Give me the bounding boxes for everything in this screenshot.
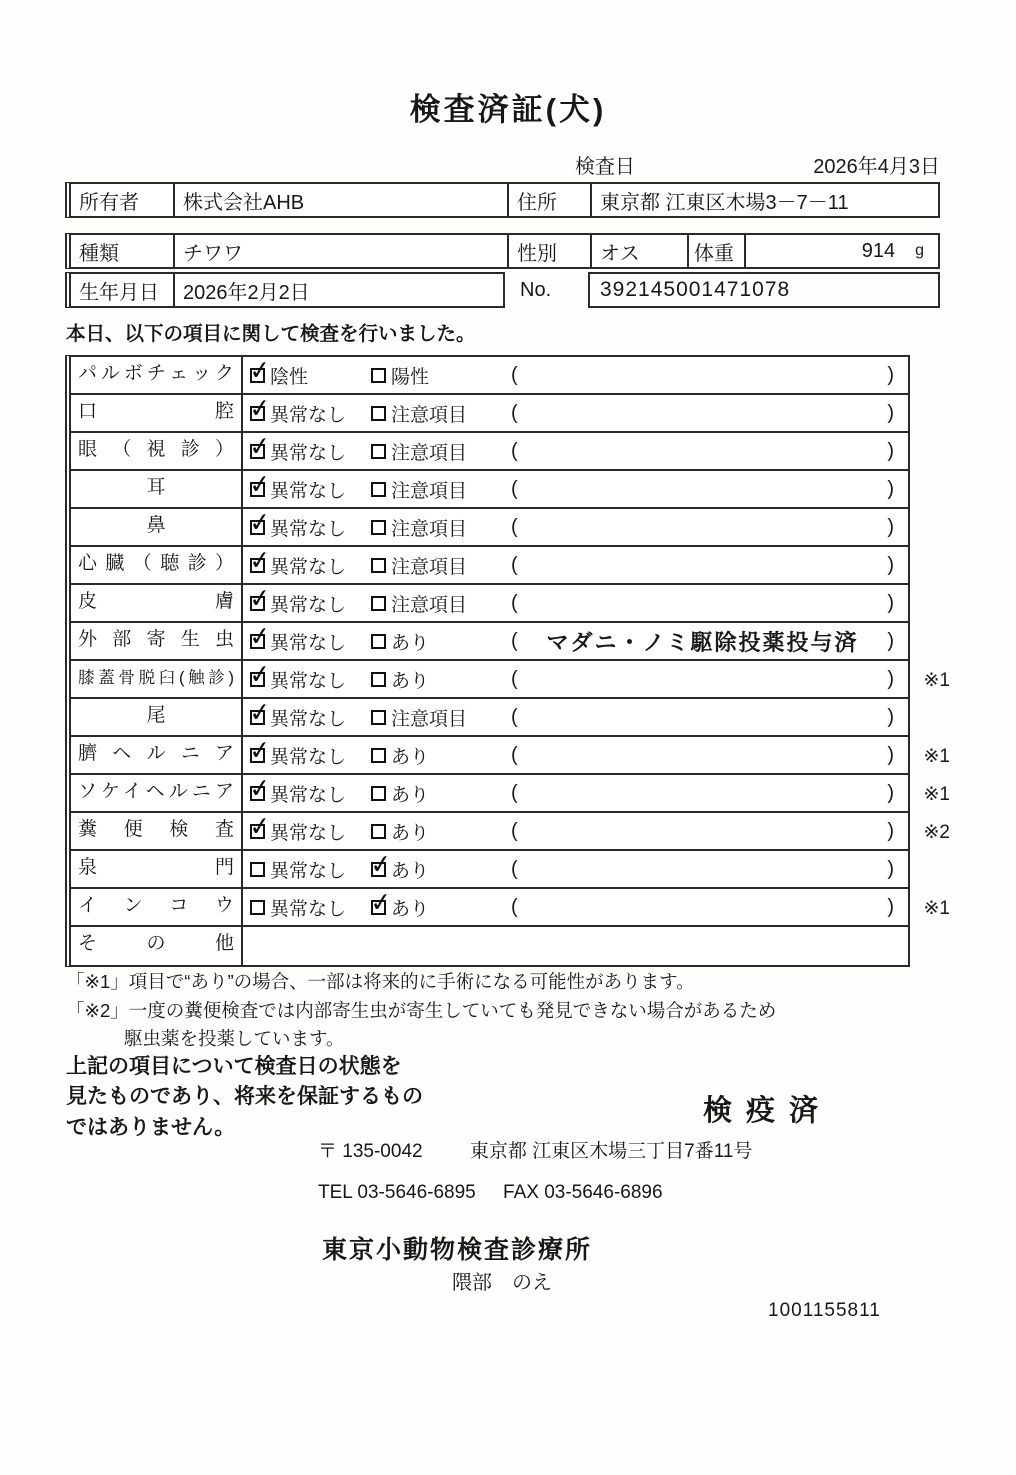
open-paren: ( [511, 857, 518, 880]
option-label: 異常なし [270, 480, 347, 502]
checkbox-checked-icon[interactable] [250, 596, 265, 611]
checkbox-checked-icon[interactable] [250, 710, 265, 725]
remark-text [518, 603, 888, 604]
remark-text [518, 375, 888, 376]
row-label: 眼（視診） [71, 433, 243, 469]
open-paren: ( [511, 515, 518, 538]
checkbox-unchecked-icon[interactable] [371, 406, 386, 421]
option [371, 514, 511, 541]
close-paren: ) [887, 629, 894, 652]
inspection-row [71, 813, 950, 851]
row-label: 尾 [71, 699, 243, 735]
row-options [243, 851, 908, 887]
clinic-address: 東京都 江東区木場三丁目7番11号 [469, 1141, 753, 1162]
no-label: No. [520, 278, 552, 301]
row-label: 泉門 [71, 851, 243, 887]
row-options [243, 357, 908, 393]
checkbox-unchecked-icon[interactable] [371, 672, 386, 687]
clinic-person: 隈部 のえ [452, 1272, 552, 1294]
option-label: 異常なし [270, 670, 347, 692]
option [243, 400, 371, 427]
row-label: インコウ [71, 889, 243, 925]
checkbox-checked-icon[interactable] [250, 406, 265, 421]
option [371, 780, 511, 807]
checkbox-checked-icon[interactable] [250, 786, 265, 801]
row-options [243, 471, 908, 507]
checkbox-unchecked-icon[interactable] [371, 558, 386, 573]
checkbox-checked-icon[interactable] [250, 482, 265, 497]
inspection-row [71, 623, 908, 661]
birth-label: 生年月日 [71, 274, 175, 306]
option-label: 異常なし [270, 784, 347, 806]
row-options [243, 433, 908, 469]
row-label: 皮膚 [71, 585, 243, 621]
footnote-2-line2: 駆虫薬を投薬しています。 [124, 1028, 345, 1050]
clinic-name: 東京小動物検査診療所 [322, 1236, 593, 1264]
checkbox-checked-icon[interactable] [250, 520, 265, 535]
inspection-row [71, 547, 908, 585]
option [243, 742, 371, 769]
quarantine-stamp: 検疫済 [703, 1095, 833, 1127]
inspection-row [71, 395, 908, 433]
footnote-ref: ※1 [923, 898, 950, 919]
no-value: 392145001471078 [588, 272, 940, 308]
row-options [243, 813, 908, 849]
open-paren: ( [511, 439, 518, 462]
option-label: 陰性 [270, 366, 309, 388]
option [371, 400, 511, 427]
row-remark [511, 782, 908, 805]
clinic-postal-code: 〒 135-0042 [318, 1141, 423, 1162]
checkbox-checked-icon[interactable] [250, 672, 265, 687]
weight-unit: g [915, 242, 924, 259]
open-paren: ( [511, 705, 518, 728]
option-label: 注意項目 [391, 518, 468, 540]
close-paren: ) [887, 363, 894, 386]
option-label: 異常なし [270, 898, 347, 920]
option [371, 704, 511, 731]
intro-text: 本日、以下の項目に関して検査を行いました。 [66, 323, 476, 345]
open-paren: ( [511, 895, 518, 918]
option-label: 異常なし [270, 594, 347, 616]
row-remark [511, 858, 908, 881]
option [371, 818, 511, 845]
remark-text [518, 565, 888, 566]
row-remark [511, 668, 908, 691]
serial-number: 1001155811 [768, 1300, 881, 1321]
row-label: 鼻 [71, 509, 243, 545]
inspection-row [71, 471, 908, 509]
page-title: 検査済証(犬) [409, 92, 607, 127]
option-label: 異常なし [270, 442, 347, 464]
footnotes [66, 968, 776, 1054]
remark-text [518, 793, 888, 794]
checkbox-unchecked-icon[interactable] [371, 824, 386, 839]
remark-text [518, 489, 888, 490]
option [371, 628, 511, 655]
inspection-row [71, 851, 908, 889]
inspection-row [71, 661, 950, 699]
option [371, 590, 511, 617]
row-remark [511, 592, 908, 615]
inspection-row [71, 585, 908, 623]
option-label: 異常なし [270, 404, 347, 426]
close-paren: ) [887, 667, 894, 690]
footnote-1: 「※1」項目で“あり”の場合、一部は将来的に手術になる可能性があります。 [66, 971, 695, 992]
option [371, 894, 511, 921]
footnote-2-line1: 「※2」一度の糞便検査では内部寄生虫が寄生していても発見できない場合があるため [66, 999, 777, 1021]
row-options [243, 737, 908, 773]
birth-value: 2026年2月2日 [183, 281, 310, 304]
checkbox-checked-icon[interactable] [250, 368, 265, 383]
option [243, 438, 371, 465]
remark-text [518, 831, 888, 832]
clinic-fax: FAX 03-5646-6896 [503, 1182, 663, 1203]
row-label: 膝蓋骨脱臼(触診) [71, 661, 243, 697]
clinic-tel: TEL 03-5646-6895 [318, 1182, 476, 1203]
checkbox-unchecked-icon[interactable] [371, 368, 386, 383]
row-remark [511, 896, 908, 919]
owner-value: 株式会社AHB [175, 184, 509, 216]
footnote-ref: ※2 [923, 822, 950, 843]
option [243, 666, 371, 693]
open-paren: ( [511, 363, 518, 386]
option-label: 異常なし [270, 822, 347, 844]
checkbox-unchecked-icon[interactable] [371, 444, 386, 459]
option [243, 590, 371, 617]
remark-text [518, 679, 888, 680]
inspection-row [71, 927, 908, 965]
checkbox-unchecked-icon[interactable] [371, 520, 386, 535]
checkbox-unchecked-icon[interactable] [371, 596, 386, 611]
open-paren: ( [511, 591, 518, 614]
disclaimer-line1: 上記の項目について検査日の状態を [66, 1055, 402, 1078]
row-remark [511, 516, 908, 539]
open-paren: ( [511, 781, 518, 804]
open-paren: ( [511, 629, 518, 652]
option [371, 856, 511, 883]
weight-number: 914 [861, 239, 896, 262]
checkbox-checked-icon[interactable] [250, 748, 265, 763]
row-remark [511, 402, 908, 425]
close-paren: ) [887, 439, 894, 462]
row-label: 外部寄生虫 [71, 623, 243, 659]
option-label: 異常なし [270, 518, 347, 540]
remark-text [518, 717, 888, 718]
row-label: ソケイヘルニア [71, 775, 243, 811]
option-label: あり [391, 860, 430, 882]
close-paren: ) [887, 781, 894, 804]
clinic-address-line [318, 1136, 752, 1163]
option [371, 362, 511, 389]
inspection-date-label: 検査日 [575, 156, 635, 178]
option [371, 438, 511, 465]
option-label: あり [391, 746, 430, 768]
option-label: 異常なし [270, 556, 347, 578]
remark-text: マダニ・ノミ駆除投薬投与済 [546, 629, 859, 655]
option [243, 476, 371, 503]
open-paren: ( [511, 553, 518, 576]
close-paren: ) [887, 401, 894, 424]
option [243, 362, 371, 389]
option-label: 注意項目 [391, 708, 468, 730]
sex-label: 性別 [509, 235, 592, 267]
inspection-date-row [575, 150, 940, 179]
disclaimer-line2: 見たものであり、将来を保証するもの [66, 1085, 423, 1109]
row-options [243, 623, 908, 659]
inspection-row [71, 775, 950, 813]
option [243, 856, 371, 883]
option-label: 注意項目 [391, 480, 468, 502]
inspection-date-value: 2026年4月3日 [813, 156, 940, 178]
row-remark [511, 744, 908, 767]
remark-text [518, 907, 888, 908]
close-paren: ) [887, 477, 894, 500]
option-label: あり [391, 898, 430, 920]
row-options [243, 775, 908, 811]
remark-text [518, 869, 888, 870]
option [371, 742, 511, 769]
checkbox-checked-icon[interactable] [250, 558, 265, 573]
row-remark [511, 440, 908, 463]
open-paren: ( [511, 401, 518, 424]
option [243, 818, 371, 845]
row-options [243, 395, 908, 431]
close-paren: ) [887, 857, 894, 880]
option [243, 704, 371, 731]
remark-text [518, 413, 888, 414]
close-paren: ) [887, 743, 894, 766]
close-paren: ) [887, 591, 894, 614]
weight-label: 体重 [689, 235, 746, 267]
breed-value: チワワ [175, 235, 509, 267]
option [243, 514, 371, 541]
checkbox-checked-icon[interactable] [250, 824, 265, 839]
row-remark [511, 706, 908, 729]
inspection-row [71, 699, 908, 737]
open-paren: ( [511, 477, 518, 500]
inspection-row [71, 509, 908, 547]
inspection-row [71, 889, 950, 927]
option [243, 628, 371, 655]
checkbox-unchecked-icon[interactable] [250, 862, 265, 877]
owner-label: 所有者 [71, 184, 175, 216]
birth-row [65, 272, 505, 308]
row-label: その他 [71, 927, 243, 965]
row-remark [511, 364, 908, 387]
checkbox-unchecked-icon[interactable] [371, 482, 386, 497]
option-label: 陽性 [391, 366, 430, 388]
row-remark [511, 554, 908, 577]
option-label: 注意項目 [391, 594, 468, 616]
close-paren: ) [887, 895, 894, 918]
close-paren: ) [887, 705, 894, 728]
option-label: 注意項目 [391, 442, 468, 464]
owner-row [65, 182, 940, 218]
sex-value: オス [592, 235, 689, 267]
option [371, 552, 511, 579]
option-label: あり [391, 822, 430, 844]
row-label: パルボチェック [71, 357, 243, 393]
animal-row [65, 233, 940, 269]
remark-text [518, 451, 888, 452]
option-label: あり [391, 632, 430, 654]
option-label: あり [391, 784, 430, 806]
option [243, 780, 371, 807]
inspection-row [71, 433, 908, 471]
option-label: 異常なし [270, 860, 347, 882]
row-label: 口腔 [71, 395, 243, 431]
row-options [243, 547, 908, 583]
row-options [243, 585, 908, 621]
checkbox-checked-icon[interactable] [371, 862, 386, 877]
remark-text [518, 527, 888, 528]
checkbox-unchecked-icon[interactable] [371, 710, 386, 725]
weight-value [746, 235, 938, 267]
address-label: 住所 [509, 184, 592, 216]
close-paren: ) [887, 553, 894, 576]
breed-label: 種類 [71, 235, 175, 267]
inspection-row [71, 357, 908, 395]
option [371, 476, 511, 503]
option-label: 注意項目 [391, 404, 468, 426]
row-label: 臍ヘルニア [71, 737, 243, 773]
footnote-ref: ※1 [923, 746, 950, 767]
clinic-phone-line [318, 1182, 663, 1204]
row-options [243, 509, 908, 545]
row-options [243, 699, 908, 735]
checkbox-unchecked-icon[interactable] [371, 748, 386, 763]
option-label: 異常なし [270, 746, 347, 768]
row-options [243, 927, 908, 965]
close-paren: ) [887, 515, 894, 538]
address-value: 東京都 江東区木場3－7－11 [600, 191, 849, 214]
row-remark [511, 478, 908, 501]
option-label: 注意項目 [391, 556, 468, 578]
checkbox-unchecked-icon[interactable] [250, 900, 265, 915]
row-options [243, 661, 908, 697]
close-paren: ) [887, 819, 894, 842]
row-options [243, 889, 908, 925]
open-paren: ( [511, 743, 518, 766]
row-label: 耳 [71, 471, 243, 507]
disclaimer-text [66, 1052, 423, 1143]
checkbox-checked-icon[interactable] [250, 444, 265, 459]
checkbox-unchecked-icon[interactable] [371, 634, 386, 649]
row-remark [511, 626, 908, 657]
option-label: あり [391, 670, 430, 692]
option [371, 666, 511, 693]
checkbox-checked-icon[interactable] [250, 634, 265, 649]
footnote-ref: ※1 [923, 784, 950, 805]
option-label: 異常なし [270, 632, 347, 654]
option [243, 894, 371, 921]
row-remark [511, 820, 908, 843]
remark-text [518, 755, 888, 756]
checkbox-unchecked-icon[interactable] [371, 786, 386, 801]
inspection-table [65, 355, 950, 967]
inspection-row [71, 737, 950, 775]
option [243, 552, 371, 579]
row-label: 糞便検査 [71, 813, 243, 849]
disclaimer-line3: ではありません。 [66, 1115, 236, 1139]
row-label: 心臓（聴診） [71, 547, 243, 583]
checkbox-checked-icon[interactable] [371, 900, 386, 915]
open-paren: ( [511, 667, 518, 690]
option-label: 異常なし [270, 708, 347, 730]
footnote-ref: ※1 [923, 670, 950, 691]
open-paren: ( [511, 819, 518, 842]
